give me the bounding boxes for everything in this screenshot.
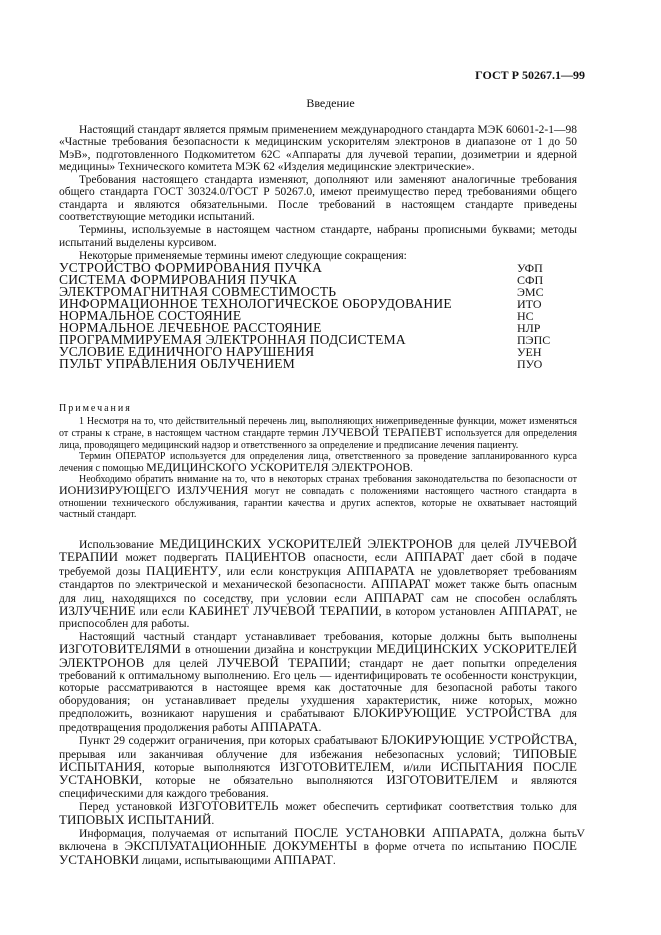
main-section bbox=[59, 538, 577, 867]
abbreviation-code: СФП bbox=[517, 273, 544, 288]
main-paragraph-1: Использование МЕДИЦИНСКИХ УСКОРИТЕЛЕЙ ЭЛЕКТРОНОВ для целей ЛУЧЕВОЙ ТЕРАПИИ может подвергать ПАЦИЕНТОВ опасности, если АППАРАТ дает сбой в подаче требуемой дозы ПАЦИЕНТУ, или если конструкция АППАРАТА не удовлетворяет требованиям стандартов по электрической и механической безопасности. АППАРАТ может также быть опасным для лиц, находящихся по соседству, при условии если АППАРАТ сам не способен ослаблять ИЗЛУЧЕНИЕ или если КАБИНЕТ ЛУЧЕВОЙ ТЕРАПИИ, в котором установлен АППАРАТ, не приспособлен для работы. bbox=[59, 536, 578, 631]
intro-section bbox=[59, 124, 577, 370]
document-header: ГОСТ Р 50267.1—99 bbox=[475, 68, 585, 82]
abbreviation-code: ИТО bbox=[517, 297, 542, 312]
abbreviation-list bbox=[59, 262, 577, 370]
abbreviation-row bbox=[59, 358, 577, 370]
abbreviation-code: УЕН bbox=[517, 345, 542, 360]
main-paragraph-5: Информация, получаемая от испытаний ПОСЛЕ УСТАНОВКИ АППАРАТА, должна быть включена в ЭКСПЛУАТАЦИОННЫЕ ДОКУМЕНТЫ в форме отчета по испытанию ПОСЛЕ УСТАНОВКИ лицами, испытывающими АППАРАТ. bbox=[59, 824, 577, 867]
main-paragraph-3: Пункт 29 содержит ограничения, при которых срабатывают БЛОКИРУЮЩИЕ УСТРОЙСТВА, прерывая или заканчивая облучение для избежания небезопасных условий; ТИПОВЫЕ ИСПЫТАНИЯ, которые выполняются ИЗГОТОВИТЕЛЕМ, и/или ИСПЫТАНИЯ ПОСЛЕ УСТАНОВКИ, которые не обязательно выполняются ИЗГОТОВИТЕЛЕМ и являются специфическими для каждого требования. bbox=[59, 732, 578, 800]
abbreviation-term: НОРМАЛЬНОЕ СОСТОЯНИЕ bbox=[59, 308, 242, 324]
abbreviation-term: ЭЛЕКТРОМАГНИТНАЯ СОВМЕСТИМОСТЬ bbox=[59, 284, 337, 300]
intro-paragraph-3: Термины, используемые в настоящем частном стандарте, набраны прописными буквами; методы испытаний выделены курсивом. bbox=[59, 224, 577, 249]
note-2: Термин ОПЕРАТОР используется для определения лица, ответственного за проведение запланированного курса лечения с помощью МЕДИЦИНСКОГО УСКОРИТЕЛЯ ЭЛЕКТРОНОВ. bbox=[59, 450, 577, 475]
abbreviation-code: НЛР bbox=[517, 321, 541, 336]
abbreviation-term: ПРОГРАММИРУЕМАЯ ЭЛЕКТРОННАЯ ПОДСИСТЕМА bbox=[59, 332, 406, 348]
abbreviation-term: ИНФОРМАЦИОННОЕ ТЕХНОЛОГИЧЕСКОЕ ОБОРУДОВАНИЕ bbox=[59, 296, 452, 312]
notes-heading: Примечания bbox=[59, 403, 132, 414]
note-3: Необходимо обратить внимание на то, что в некоторых странах требования законодательства по безопасности от ИОНИЗИРУЮЩЕГО ИЗЛУЧЕНИЯ могут не совпадать с положениями настоящего частного стандарта в отношении технического обслуживания, гарантии качества и других аспектов, которые не охватывает настоящий частный стандарт. bbox=[59, 474, 577, 520]
intro-paragraph-1: Настоящий стандарт является прямым применением международного стандарта МЭК 60601-2-1—98 «Частные требования безопасности к медицинским ускорителям электронов в диапазоне от 1 до 50 МэВ», подготовленного Подкомитетом 62С «Аппараты для лучевой терапии, дозиметрии и ядерной медицины» Технического комитета МЭК 62 «Изделия медицинские электрические». bbox=[59, 124, 577, 173]
abbreviation-term: НОРМАЛЬНОЕ ЛЕЧЕБНОЕ РАССТОЯНИЕ bbox=[59, 320, 322, 336]
intro-paragraph-4: Некоторые применяемые термины имеют следующие сокращения: bbox=[79, 249, 407, 262]
abbreviation-code: УФП bbox=[517, 261, 543, 276]
abbreviation-code: ПЭПС bbox=[517, 333, 551, 348]
intro-paragraph-2: Требования настоящего стандарта изменяют, дополняют или заменяют аналогичные требования общего стандарта ГОСТ 30324.0/ГОСТ Р 50267.0, имеют преимущество перед требованиями общего стандарта и являются обязательными. После требований в настоящем стандарте приведены соответствующие методики испытаний. bbox=[59, 174, 577, 224]
section-title: Введение bbox=[306, 96, 355, 110]
abbreviation-term: УСЛОВИЕ ЕДИНИЧНОГО НАРУШЕНИЯ bbox=[59, 344, 315, 360]
abbreviation-code: ЭМС bbox=[517, 285, 544, 300]
note-1: 1 Несмотря на то, что действительный перечень лиц, выполняющих нижеприведенные функции, может изменяться от страны к стране, в настоящем частном стандарте термин ЛУЧЕВОЙ ТЕРАПЕВТ используется для определения лица, проводящего медицинский надзор и ответственного за определение и предписание лечения пациенту. bbox=[59, 416, 577, 451]
page-number: V bbox=[576, 826, 585, 840]
main-paragraph-2: Настоящий частный стандарт устанавливает требования, которые должны быть выполнены ИЗГОТОВИТЕЛЯМИ в отношении дизайна и конструкции МЕДИЦИНСКИХ УСКОРИТЕЛЕЙ ЭЛЕКТРОНОВ для целей ЛУЧЕВОЙ ТЕРАПИИ; стандарт не дает попытки определения требований к оптимальному выполнению. Его цель — идентифицировать те особенности конструкции, которые рассматриваются в настоящее время как достаточные для безопасной работы такого оборудования; он устанавливает пределы ухудшения характеристик, ниже которых, можно предположить, возникают нарушения и срабатывают БЛОКИРУЮЩИЕ УСТРОЙСТВА для предотвращения продолжения работы АППАРАТА. bbox=[59, 629, 577, 734]
abbreviation-term: ПУЛЬТ УПРАВЛЕНИЯ ОБЛУЧЕНИЕМ bbox=[59, 356, 295, 372]
abbreviation-term: УСТРОЙСТВО ФОРМИРОВАНИЯ ПУЧКА bbox=[59, 260, 323, 276]
abbreviation-code: НС bbox=[517, 309, 534, 324]
main-paragraph-4: Перед установкой ИЗГОТОВИТЕЛЬ может обеспечить сертификат соответствия только для ТИПОВЫХ ИСПЫТАНИЙ. bbox=[59, 798, 577, 827]
abbreviation-code: ПУО bbox=[517, 357, 543, 372]
abbreviation-term: СИСТЕМА ФОРМИРОВАНИЯ ПУЧКА bbox=[59, 272, 298, 288]
notes-section bbox=[59, 403, 577, 520]
